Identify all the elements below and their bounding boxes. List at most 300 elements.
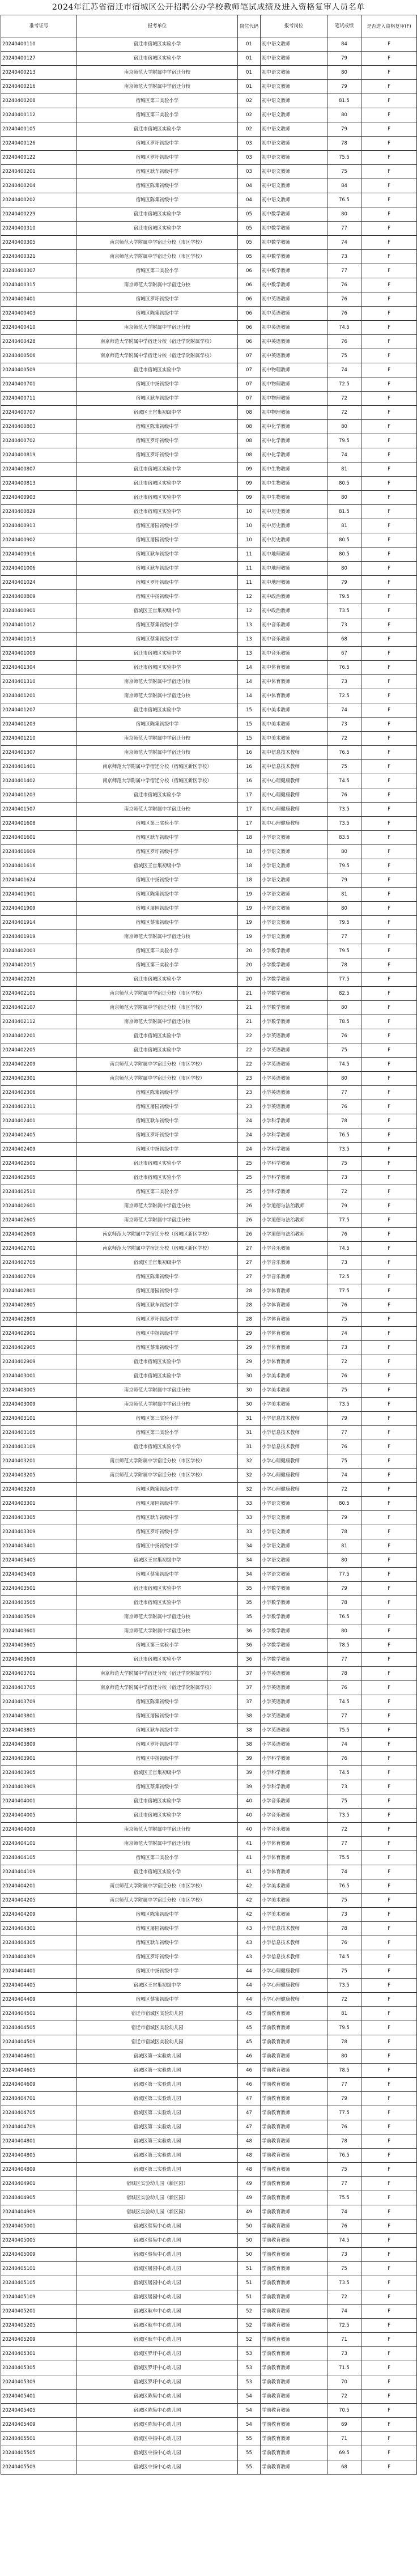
qualified-cell: F	[361, 1950, 417, 1964]
score-cell: 76	[327, 307, 361, 321]
post-name-cell: 初中生物教师	[261, 477, 327, 491]
post-code-cell: 51	[238, 2276, 261, 2290]
ticket-cell: 20240404205	[1, 1894, 77, 1908]
qualified-cell: F	[361, 2290, 417, 2305]
score-cell: 81	[327, 519, 361, 533]
post-code-cell: 20	[238, 958, 261, 973]
ticket-cell: 20240400701	[1, 377, 77, 392]
ticket-cell: 20240401624	[1, 873, 77, 888]
qualified-cell: F	[361, 1695, 417, 1709]
unit-cell: 宿城区陈集初级中学	[77, 1086, 238, 1100]
ticket-cell: 20240404905	[1, 2191, 77, 2205]
qualified-cell: F	[361, 1511, 417, 1525]
qualified-cell: F	[361, 1284, 417, 1298]
post-name-cell: 学前教育教师	[261, 2446, 327, 2460]
table-row	[1, 845, 417, 859]
ticket-cell: 20240405301	[1, 2347, 77, 2361]
score-cell: 76	[327, 2120, 361, 2134]
ticket-cell: 20240405205	[1, 2319, 77, 2333]
score-cell: 73	[327, 618, 361, 633]
score-cell: 74	[327, 236, 361, 250]
table-row	[1, 1454, 417, 1469]
qualified-cell: F	[361, 1128, 417, 1143]
unit-cell: 宿城区王官集初级中学	[77, 406, 238, 420]
qualified-cell: F	[361, 675, 417, 689]
post-name-cell: 初中英语教师	[261, 349, 327, 363]
qualified-cell: F	[361, 2432, 417, 2446]
table-row	[1, 1554, 417, 1568]
ticket-cell: 20240403209	[1, 1483, 77, 1497]
qualified-cell: F	[361, 1568, 417, 1582]
post-code-cell: 17	[238, 803, 261, 817]
unit-cell: 南京师范大学附属中学宿迁分校	[77, 1823, 238, 1837]
unit-cell: 宿城区罗圩初级中学	[77, 1738, 238, 1752]
post-name-cell: 初中数学教师	[261, 236, 327, 250]
post-code-cell: 19	[238, 930, 261, 944]
qualified-cell: F	[361, 2418, 417, 2432]
post-name-cell: 初中语文教师	[261, 66, 327, 80]
post-name-cell: 初中化学教师	[261, 434, 327, 448]
post-name-cell: 初中历史教师	[261, 533, 327, 548]
table-row	[1, 1270, 417, 1284]
post-code-cell: 22	[238, 1058, 261, 1072]
qualified-cell: F	[361, 2404, 417, 2418]
unit-cell: 宿城区罗圩初级中学	[77, 1128, 238, 1143]
unit-cell: 宿城区屠园初级中学	[77, 519, 238, 533]
qualified-cell: F	[361, 760, 417, 774]
ticket-cell: 20240402306	[1, 1086, 77, 1100]
post-code-cell: 49	[238, 2205, 261, 2219]
unit-cell: 宿城区中扬中心幼儿园	[77, 2432, 238, 2446]
post-code-cell: 16	[238, 760, 261, 774]
table-row	[1, 675, 417, 689]
qualified-cell: F	[361, 958, 417, 973]
ticket-cell: 20240401307	[1, 746, 77, 760]
unit-cell: 宿城区蔡集中心幼儿园	[77, 2248, 238, 2262]
unit-cell: 宿城区陈集初级中学	[77, 307, 238, 321]
ticket-cell: 20240405101	[1, 2262, 77, 2276]
qualified-cell: F	[361, 2361, 417, 2375]
post-code-cell: 10	[238, 519, 261, 533]
post-code-cell: 08	[238, 448, 261, 462]
post-name-cell: 初中英语教师	[261, 307, 327, 321]
ticket-cell: 20240401009	[1, 647, 77, 661]
ticket-cell: 20240404601	[1, 2049, 77, 2064]
post-code-cell: 02	[238, 94, 261, 108]
ticket-cell: 20240403009	[1, 1398, 77, 1412]
table-row	[1, 151, 417, 165]
table-row	[1, 618, 417, 633]
post-code-cell: 49	[238, 2177, 261, 2191]
unit-cell: 南京师范大学附属中学宿迁分校（市区学校）	[77, 1879, 238, 1894]
unit-cell: 宿迁市宿城区实验小学	[77, 52, 238, 66]
table-row	[1, 2205, 417, 2219]
post-code-cell: 11	[238, 548, 261, 562]
ticket-cell: 20240404705	[1, 2106, 77, 2120]
qualified-cell: F	[361, 122, 417, 137]
score-cell: 72	[327, 1993, 361, 2007]
score-cell: 76	[327, 1681, 361, 1695]
score-cell: 73.5	[327, 2276, 361, 2290]
qualified-cell: F	[361, 477, 417, 491]
score-cell: 73	[327, 675, 361, 689]
table-row	[1, 2390, 417, 2404]
qualified-cell: F	[361, 1157, 417, 1171]
post-code-cell: 24	[238, 1114, 261, 1128]
post-name-cell: 小学语文教师	[261, 1525, 327, 1539]
unit-cell: 宿城区屠园初级中学	[77, 1922, 238, 1936]
table-header-row	[1, 15, 417, 37]
ticket-cell: 20240401210	[1, 732, 77, 746]
qualified-cell: F	[361, 548, 417, 562]
score-cell: 72	[327, 1355, 361, 1369]
table-row	[1, 1667, 417, 1681]
post-name-cell: 学前教育教师	[261, 2092, 327, 2106]
table-row	[1, 1922, 417, 1936]
score-cell: 73.5	[327, 1979, 361, 1993]
unit-cell: 宿城区罗圩初级中学	[77, 576, 238, 590]
post-name-cell: 小学数学教师	[261, 1015, 327, 1029]
post-name-cell: 小学道德与法治教师	[261, 1228, 327, 1242]
post-name-cell: 小学数学教师	[261, 958, 327, 973]
ticket-cell: 20240400916	[1, 548, 77, 562]
post-code-cell: 37	[238, 1667, 261, 1681]
unit-cell: 南京师范大学附属中学宿迁分校	[77, 746, 238, 760]
score-cell: 76.5	[327, 1128, 361, 1143]
post-code-cell: 48	[238, 2163, 261, 2177]
qualified-cell: F	[361, 1100, 417, 1114]
table-row	[1, 1072, 417, 1086]
post-code-cell: 25	[238, 1157, 261, 1171]
qualified-cell: F	[361, 1426, 417, 1440]
table-row	[1, 2361, 417, 2375]
post-name-cell: 学前教育教师	[261, 2049, 327, 2064]
score-cell: 72.5	[327, 2319, 361, 2333]
unit-cell: 宿迁市宿城区实验中学	[77, 1043, 238, 1058]
table-row	[1, 1355, 417, 1369]
post-code-cell: 14	[238, 689, 261, 703]
ticket-cell: 20240402805	[1, 1298, 77, 1313]
table-row	[1, 1709, 417, 1724]
score-cell: 78	[327, 2035, 361, 2049]
unit-cell: 宿城区罗圩初级中学	[77, 448, 238, 462]
post-code-cell: 34	[238, 1539, 261, 1554]
unit-cell: 宿城区第三实验小学	[77, 1426, 238, 1440]
table-row	[1, 137, 417, 151]
table-row	[1, 278, 417, 292]
ticket-cell: 20240402301	[1, 1072, 77, 1086]
post-name-cell: 小学美术教师	[261, 1879, 327, 1894]
unit-cell: 宿城区第一实验幼儿园	[77, 2064, 238, 2078]
table-row	[1, 633, 417, 647]
post-name-cell: 小学体育教师	[261, 1284, 327, 1298]
post-code-cell: 37	[238, 1695, 261, 1709]
ticket-cell: 20240400707	[1, 406, 77, 420]
post-name-cell: 小学英语教师	[261, 1086, 327, 1100]
ticket-cell: 20240400901	[1, 604, 77, 618]
unit-cell: 宿迁市宿城区实验幼儿园	[77, 2021, 238, 2035]
table-body	[1, 37, 417, 2475]
post-code-cell: 31	[238, 1412, 261, 1426]
table-row	[1, 859, 417, 873]
score-cell: 74.5	[327, 1766, 361, 1780]
qualified-cell: F	[361, 2021, 417, 2035]
unit-cell: 宿城区中扬初级中学	[77, 1752, 238, 1766]
table-row	[1, 958, 417, 973]
score-cell: 71	[327, 2432, 361, 2446]
ticket-cell: 20240404805	[1, 2149, 77, 2163]
unit-cell: 南京师范大学附属中学宿迁分校（市区学校）	[77, 1894, 238, 1908]
post-name-cell: 小学英语教师	[261, 1043, 327, 1058]
table-row	[1, 2305, 417, 2319]
qualified-cell: F	[361, 1114, 417, 1128]
post-name-cell: 小学数学教师	[261, 973, 327, 987]
post-code-cell: 10	[238, 533, 261, 548]
qualified-cell: F	[361, 1596, 417, 1610]
score-cell: 80	[327, 2049, 361, 2064]
qualified-cell: F	[361, 193, 417, 207]
post-code-cell: 50	[238, 2234, 261, 2248]
ticket-cell: 20240402701	[1, 1242, 77, 1256]
ticket-cell: 20240402003	[1, 944, 77, 958]
qualified-cell: F	[361, 2305, 417, 2319]
post-code-cell: 02	[238, 122, 261, 137]
qualified-cell: F	[361, 349, 417, 363]
qualified-cell: F	[361, 2049, 417, 2064]
post-name-cell: 小学心理健康教师	[261, 1993, 327, 2007]
table-row	[1, 803, 417, 817]
post-name-cell: 初中地理教师	[261, 562, 327, 576]
score-cell: 75	[327, 1157, 361, 1171]
score-cell: 74	[327, 2205, 361, 2219]
ticket-cell: 20240400201	[1, 165, 77, 179]
post-name-cell: 初中音乐教师	[261, 633, 327, 647]
post-name-cell: 小学英语教师	[261, 1072, 327, 1086]
score-cell: 84	[327, 37, 361, 52]
score-cell: 79.5	[327, 944, 361, 958]
ticket-cell: 20240404505	[1, 2021, 77, 2035]
post-name-cell: 初中信息技术教师	[261, 746, 327, 760]
post-code-cell: 43	[238, 1936, 261, 1950]
table-row	[1, 1879, 417, 1894]
post-code-cell: 28	[238, 1284, 261, 1298]
unit-cell: 宿城区第三实验小学	[77, 1185, 238, 1199]
unit-cell: 宿城区第三实验幼儿园	[77, 2149, 238, 2163]
ticket-cell: 20240401402	[1, 774, 77, 788]
post-code-cell: 18	[238, 831, 261, 845]
score-cell: 78	[327, 958, 361, 973]
table-row	[1, 1539, 417, 1554]
post-name-cell: 小学科学教师	[261, 1114, 327, 1128]
ticket-cell: 20240400126	[1, 137, 77, 151]
post-name-cell: 小学语文教师	[261, 1539, 327, 1554]
post-code-cell: 27	[238, 1242, 261, 1256]
table-row	[1, 732, 417, 746]
ticket-cell: 20240400202	[1, 193, 77, 207]
unit-cell: 宿城区罗圩初级中学	[77, 1313, 238, 1327]
header-qualified: 是否进入资格复审(F)	[361, 15, 417, 37]
unit-cell: 南京师范大学附属中学宿迁分校	[77, 1398, 238, 1412]
post-code-cell: 38	[238, 1724, 261, 1738]
qualified-cell: F	[361, 1298, 417, 1313]
qualified-cell: F	[361, 1043, 417, 1058]
unit-cell: 宿城区实验幼儿园（新区园）	[77, 2177, 238, 2191]
table-row	[1, 392, 417, 406]
unit-cell: 宿迁市宿城区实验中学	[77, 462, 238, 477]
ticket-cell: 20240405501	[1, 2432, 77, 2446]
post-name-cell: 初中数学教师	[261, 264, 327, 278]
unit-cell: 宿城区王官集初级中学	[77, 1554, 238, 1568]
qualified-cell: F	[361, 987, 417, 1001]
qualified-cell: F	[361, 1001, 417, 1015]
post-code-cell: 20	[238, 973, 261, 987]
table-row	[1, 2276, 417, 2290]
qualified-cell: F	[361, 689, 417, 703]
post-name-cell: 初中英语教师	[261, 292, 327, 307]
unit-cell: 宿城区王官集初级中学	[77, 1256, 238, 1270]
qualified-cell: F	[361, 292, 417, 307]
post-name-cell: 初中历史教师	[261, 519, 327, 533]
post-code-cell: 06	[238, 307, 261, 321]
post-name-cell: 初中心理健康教师	[261, 817, 327, 831]
table-row	[1, 1086, 417, 1100]
post-name-cell: 小学音乐教师	[261, 1256, 327, 1270]
unit-cell: 南京师范大学附属中学宿迁分校	[77, 1199, 238, 1213]
post-code-cell: 03	[238, 165, 261, 179]
score-cell: 80	[327, 1072, 361, 1086]
score-cell: 73	[327, 1171, 361, 1185]
score-cell: 79	[327, 873, 361, 888]
post-code-cell: 29	[238, 1355, 261, 1369]
post-code-cell: 08	[238, 434, 261, 448]
ticket-cell: 20240404809	[1, 2163, 77, 2177]
table-row	[1, 2319, 417, 2333]
table-row	[1, 590, 417, 604]
unit-cell: 宿城区实验幼儿园（新区园）	[77, 2191, 238, 2205]
ticket-cell: 20240404605	[1, 2064, 77, 2078]
post-code-cell: 45	[238, 2035, 261, 2049]
qualified-cell: F	[361, 1072, 417, 1086]
table-row	[1, 1213, 417, 1228]
ticket-cell: 20240401203	[1, 718, 77, 732]
score-cell: 77	[327, 222, 361, 236]
score-cell: 71	[327, 2333, 361, 2347]
ticket-cell: 20240402505	[1, 1171, 77, 1185]
score-cell: 72.5	[327, 689, 361, 703]
table-row	[1, 1341, 417, 1355]
unit-cell: 宿城区耿车初级中学	[77, 1936, 238, 1950]
ticket-cell: 20240400122	[1, 151, 77, 165]
unit-cell: 宿城区耿车初级中学	[77, 1298, 238, 1313]
score-cell: 68	[327, 2460, 361, 2475]
ticket-cell: 20240405209	[1, 2333, 77, 2347]
ticket-cell: 20240404105	[1, 1851, 77, 1865]
post-name-cell: 学前教育教师	[261, 2390, 327, 2404]
post-code-cell: 28	[238, 1298, 261, 1313]
unit-cell: 宿迁市宿城区实验中学	[77, 505, 238, 519]
ticket-cell: 20240403809	[1, 1738, 77, 1752]
qualified-cell: F	[361, 718, 417, 732]
score-cell: 71.5	[327, 2361, 361, 2375]
ticket-cell: 20240405409	[1, 2418, 77, 2432]
post-name-cell: 小学科学教师	[261, 1128, 327, 1143]
post-name-cell: 初中地理教师	[261, 548, 327, 562]
post-code-cell: 41	[238, 1865, 261, 1879]
table-row	[1, 477, 417, 491]
qualified-cell: F	[361, 52, 417, 66]
post-name-cell: 小学心理健康教师	[261, 1469, 327, 1483]
ticket-cell: 20240404301	[1, 1922, 77, 1936]
post-code-cell: 55	[238, 2460, 261, 2475]
post-name-cell: 小学英语教师	[261, 1709, 327, 1724]
post-name-cell: 学前教育教师	[261, 2035, 327, 2049]
post-code-cell: 31	[238, 1440, 261, 1454]
unit-cell: 南京师范大学附属中学宿迁分校	[77, 1384, 238, 1398]
ticket-cell: 20240401203	[1, 788, 77, 803]
table-row	[1, 52, 417, 66]
post-name-cell: 初中化学教师	[261, 448, 327, 462]
table-row	[1, 1511, 417, 1525]
table-row	[1, 1525, 417, 1539]
ticket-cell: 20240400509	[1, 363, 77, 377]
post-code-cell: 27	[238, 1270, 261, 1284]
table-row	[1, 462, 417, 477]
unit-cell: 宿城区第三实验小学	[77, 1851, 238, 1865]
qualified-cell: F	[361, 746, 417, 760]
ticket-cell: 20240404409	[1, 1993, 77, 2007]
unit-cell: 南京师范大学附属中学宿迁分校	[77, 675, 238, 689]
ticket-cell: 20240400204	[1, 179, 77, 193]
table-row	[1, 1908, 417, 1922]
score-cell: 75	[327, 760, 361, 774]
table-row	[1, 718, 417, 732]
table-row	[1, 1029, 417, 1043]
post-code-cell: 48	[238, 2134, 261, 2149]
post-code-cell: 44	[238, 1964, 261, 1979]
score-cell: 78	[327, 137, 361, 151]
table-row	[1, 108, 417, 122]
table-row	[1, 519, 417, 533]
unit-cell: 宿城区陈集初级中学	[77, 420, 238, 434]
ticket-cell: 20240401616	[1, 859, 77, 873]
unit-cell: 宿迁市宿城区实验中学	[77, 477, 238, 491]
post-name-cell: 小学数学教师	[261, 1610, 327, 1624]
post-code-cell: 29	[238, 1327, 261, 1341]
ticket-cell: 20240403409	[1, 1568, 77, 1582]
score-cell: 80	[327, 1554, 361, 1568]
score-cell: 75	[327, 2163, 361, 2177]
score-cell: 73.5	[327, 1143, 361, 1157]
post-code-cell: 09	[238, 462, 261, 477]
score-cell: 81	[327, 888, 361, 902]
table-row	[1, 788, 417, 803]
score-cell: 76.5	[327, 661, 361, 675]
table-row	[1, 930, 417, 944]
post-name-cell: 小学语文教师	[261, 916, 327, 930]
qualified-cell: F	[361, 462, 417, 477]
post-code-cell: 19	[238, 916, 261, 930]
table-row	[1, 2248, 417, 2262]
post-name-cell: 小学体育教师	[261, 1327, 327, 1341]
score-cell: 76	[327, 278, 361, 292]
qualified-cell: F	[361, 604, 417, 618]
unit-cell: 宿迁市宿城区实验中学	[77, 1029, 238, 1043]
score-cell: 77	[327, 1426, 361, 1440]
post-name-cell: 小学数学教师	[261, 987, 327, 1001]
post-name-cell: 初中语文教师	[261, 193, 327, 207]
ticket-cell: 20240403405	[1, 1554, 77, 1568]
post-name-cell: 初中语文教师	[261, 108, 327, 122]
